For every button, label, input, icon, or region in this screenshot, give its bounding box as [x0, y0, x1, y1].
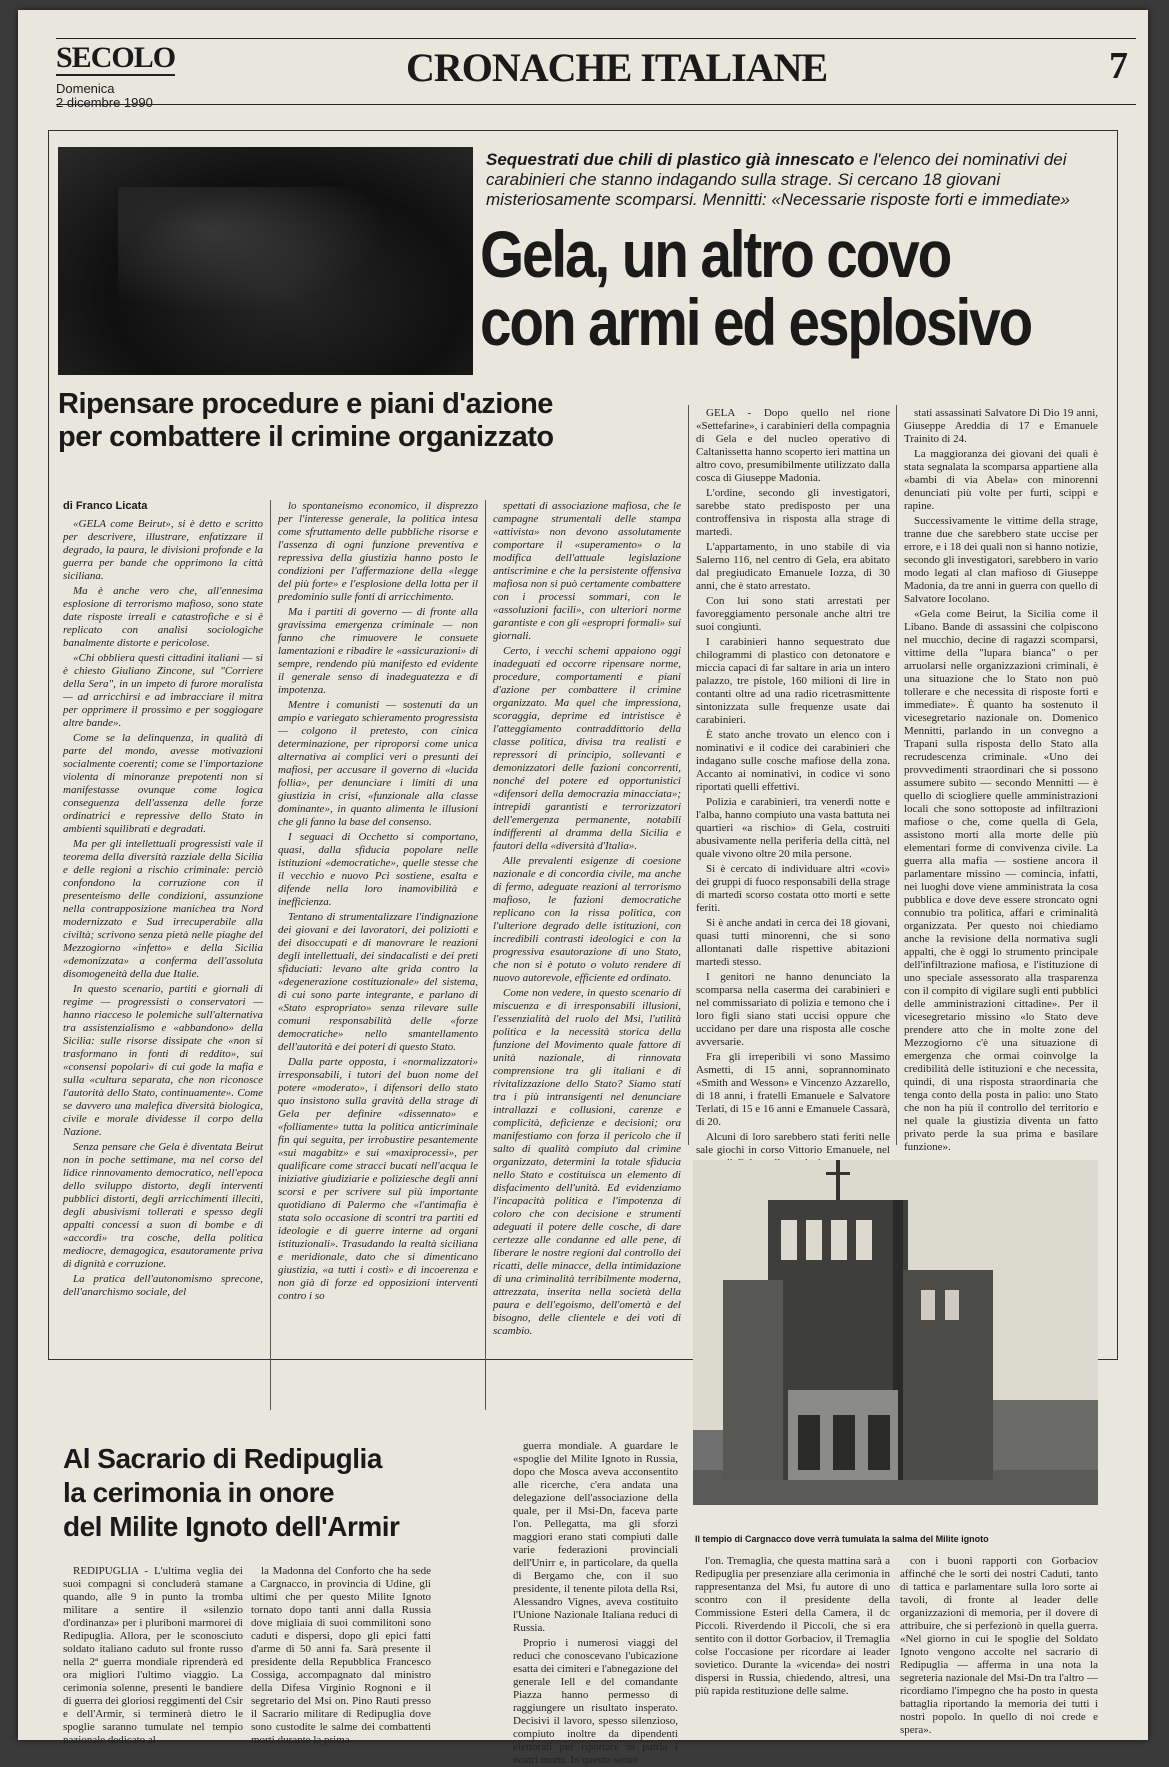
headline-line: del Milite Ignoto dell'Armir: [63, 1511, 400, 1542]
issue-day: 2 dicembre 1990: [56, 95, 153, 110]
lead-photo: [58, 147, 473, 375]
editorial-column-3: [493, 500, 681, 1410]
paragraph: Ma i partiti di governo — di fronte alla gravissima emergenza criminale — non fanno che rimuovere le consuete lamentazioni e ribadire le «assicurazioni» di sempre, rendendo più manifesto ed evidente il generale senso di inadeguatezza e di impotenza.: [278, 606, 478, 696]
masthead-rule: [56, 38, 1136, 39]
paragraph: Proprio i numerosi viaggi del reduci che conoscevano l'ubicazione esatta dei cimiteri e l'abnegazione del generale Iell e del comandante Piazza hanno permesso di raggiungere un risultato insperato. Decisivi il lavoro, spesso silenzioso, compiuto inoltre da dipendenti elettorali per riportare in patria i nostri morti. In questo senso: [513, 1637, 678, 1766]
paragraph: Successivamente le vittime della strage, tranne due che sarebbero state uccise per errore, e i 18 dei quali non si hanno notizie, secondo gli investigatori, sarebbero in vario modo legati al clan mafioso di Giuseppe Madonia, da tre anni in guerra con quello di Salvatore Iocolano.: [904, 515, 1098, 605]
column-rule: [896, 405, 897, 1145]
masthead: [56, 30, 1136, 118]
newspaper-page: [18, 10, 1148, 1766]
second-column-3: [695, 1555, 890, 1730]
issue-weekday: Domenica: [56, 81, 115, 96]
photo-highlight: [118, 187, 418, 327]
paragraph: l'on. Tremaglia, che questa mattina sarà a Redipuglia per presenziare alla cerimonia in rappresentanza del Msi, fu autore di uno scontro con il presidente della Commissione Esteri della Camera, il dc Piccoli. Riverdendo il Piccoli, che si era sentito con il dottor Gorbaciov, il Tremaglia colse l'occasione per ricordare ai leader sovietico. Durante la «vicenda» dei nostri dispersi in Russia, chiedendo, altresì, una più rapida restituzione delle salme.: [695, 1555, 890, 1697]
paragraph: guerra mondiale. A guardare le «spoglie del Milite Ignoto in Russia, dopo che Mosca aveva acconsentito alle ricerche, c'era andata una delegazione dell'associazione della quale, per il Msi-Dn, faceva parte l'on. Pellegatta, ma gli sforzi maggiori erano stati compiuti dalle varie federazioni provinciali dell'Unirr e, in particolare, da quella di Bergamo che, con il suo presidente, il tenente pilota della Rsi, Alessandro Vignes, aveva costituito l'Unione Nazionale Italiana reduci di Russia.: [513, 1440, 678, 1634]
paragraph: la Madonna del Conforto che ha sede a Cargnacco, in provincia di Udine, gli ultimi che per questo Milite Ignoto tornato dopo tanti anni dalla Russia dove migliaia di suoi commilitoni sono caduti e dispersi, dopo gli epici fatti d'arme di 50 anni fa. Sarà presente il presidente della Repubblica Francesco Cossiga, accompagnato dal ministro della Difesa Virginio Rognoni e il segretario del Msi on. Pino Rauti presso il Sacrario militare di Redipuglia dove sono custodite le salme dei combattenti morti durante la prima: [251, 1565, 431, 1746]
headline-line: la cerimonia in onore: [63, 1477, 335, 1508]
paragraph: stati assassinati Salvatore Di Dio 19 anni, Giuseppe Areddia di 17 e Emanuele Trainito di 24.: [904, 407, 1098, 445]
church-illustration: [693, 1160, 1098, 1505]
paragraph: spettati di associazione mafiosa, che le campagne strumentali delle stampa «attivista» non devono assolutamente comportare il «superamento» o la modifica dell'attuale legislazione antiscrimine e che la persistente offensiva mafiosa non si può certamente combattere con i processi sommari, con le «assoluzioni facili», con ulteriori norme garantiste e con gli «espropri formali» sui giornali.: [493, 500, 681, 642]
lead-column-2: [904, 407, 1098, 1153]
paragraph: Senza pensare che Gela è diventata Beirut non in poche settimane, ma nel corso del lidice rinnovamento democratico, nell'epoca dello sviluppo distorto, degli interventi pubblici distorti, degli arricchimenti illeciti, degli abusivismi tollerati e spesso degli appalti concessi a suon di bombe e di «accordi» tra cosche, della politica mediocre, demagogica, esautoramente priva di dignità e corruzione.: [63, 1141, 263, 1270]
editorial-column-2: [278, 500, 478, 1410]
byline: di Franco Licata: [63, 500, 148, 512]
column-rule: [688, 405, 689, 1145]
paragraph: con i buoni rapporti con Gorbaciov affinché che le sorti dei nostri Caduti, tanto di tattica e parlamentare sulla loro sorte ai tavoli, di fronte al leader delle organizzazioni di memoria, per il dovere di attribuire, che si perfezionò in quella guerra. «Nel giorno in cui le spoglie del Soldato Ignoto vengono accolte nel sacrario di Redipuglia — afferma in una nota la segreteria nazionale del Msi-Dn tra l'altro — ricordiamo l'impegno che ha posto in questa battaglia riportando la memoria dei tutti i nostri popolo. In quello di noi crede e spera».: [900, 1555, 1098, 1736]
headline-line: per combattere il crimine organizzato: [58, 421, 554, 453]
page-number: 7: [1109, 45, 1128, 87]
section-title: CRONACHE ITALIANE: [406, 45, 828, 90]
church-photo: [693, 1160, 1098, 1505]
paragraph: Come non vedere, in questo scenario di miscuenza e di irresponsabili illusioni, l'essenzialità del ruolo del Msi, l'utilità politica e la necessità storica della funzione del Movimento quale fattore di unità nazionale, di rinnovata comprensione tra gli italiani e di rivitalizzazione dello Stato? Siamo stati tra i più intransigenti nel denunciare intrallazzi e collusioni, carenze e complicità, deficienze e decisioni; ora manifestiamo con forza il pericolo che il salto di qualità compiuto dal crimine organizzato, determini la totale sfiducia nello Stato e costituisca un elemento di disfacimento dell'unità. Ed evidenziamo l'incapacità politica e l'impotenza di coloro che con decisione e strumenti adeguati il potere delle cosche, di dare certezze alle condanne ed alle pene, di liberare le nostre regioni dal controllo dei ricatti, delle minacce, della intimidazione di una criminalità terribilmente moderna, attrezzata, inserita nella società della paura e dell'egoismo, dell'omertà e del bisogno, delle clientele e dei voti di scambio.: [493, 987, 681, 1337]
paragraph: La maggioranza dei giovani dei quali è stata segnalata la scomparsa appartiene alla «bambi di via Abela» con minorenni denunciati più volte per furti, scippi e rapine.: [904, 448, 1098, 512]
newspaper-logo: SECOLO: [56, 41, 176, 74]
kicker-text: e l'elenco dei nominativi dei carabinieri che stanno indagando sulla strage. Si cercano 18 giovani misteriosamente scomparsi. Mennitti: «Necessarie risposte forti e immediate»: [486, 150, 1070, 209]
paragraph: Alcuni di loro sarebbero stati feriti nelle sale giochi in corso Vittorio Emanuele, nel: [696, 1131, 890, 1156]
paragraph: L'ordine, secondo gli investigatori, sarebbe stato predisposto per una controffensiva in risposta alla strage di martedì.: [696, 487, 890, 538]
paragraph: Si è cercato di individuare altri «covi» dei gruppi di fuoco responsabili della strage di martedì scorso costata otto morti e sette feriti.: [696, 863, 890, 914]
paragraph: Tentano di strumentalizzare l'indignazione dei giovani e dei lavoratori, dei poliziotti e dei disoccupati e di manovrare le reazioni degli intellettuali, dei sindacalisti e dei preti sfiduciati: levano alte grida contro la «degenerazione costituzionale» del sistema, di cui sono parte integrante, e parlano di «Stato espropriato» senza rilevare sulle comuni responsabilità delle «forze democratiche» nello smantellamento dell'autorità e dei poteri di questo Stato.: [278, 911, 478, 1053]
issue-date: [56, 82, 153, 110]
lead-column-1: [696, 407, 890, 1156]
photo-caption: Il tempio di Cargnacco dove verrà tumulata la salma del Milite ignoto: [695, 1534, 989, 1544]
second-column-1: [63, 1565, 243, 1746]
paragraph: «GELA come Beirut», si è detto e scritto per descrivere, illustrare, enfatizzare il degrado, la paura, le divisioni profonde e la guerra per bande che opprimono la città siciliana.: [63, 518, 263, 582]
second-column-2: [251, 1565, 431, 1746]
paragraph: «Chi obbliera questi cittadini italiani — si è chiesto Giuliano Zincone, sul "Corriere della Sera", in un impeto di furore moralista — ad arricchirsi e ad imbracciare il mitra per opprimere il prossimo e per soggiogare altre bande».: [63, 652, 263, 729]
paragraph: Come se la delinquenza, in qualità di parte del mondo, avesse motivazioni socialmente coerenti; come se l'importazione violenta di minoranze prepotenti non si manifestasse ovunque come logica conseguenza dell'assenza delle forze ordinatrici e repressive dello Stato in ambienti squilibrati e degradati.: [63, 732, 263, 835]
second-column-top: [513, 1440, 678, 1766]
paragraph: Ma è anche vero che, all'ennesima esplosione di terrorismo mafioso, sono state date risposte irreali e catastrofiche e si è replicato con analisi sociologiche banalmente distorte e pericolose.: [63, 585, 263, 649]
headline-line: Gela, un altro covo: [480, 217, 951, 291]
paragraph: In questo scenario, partiti e giornali di regime — progressisti o conservatori — hanno riacceso le polemiche sull'alternativa tra assistenzialismo e «abbandono» della Sicilia: sulle risorse dissipate che «non si trasformano in fonti di reddito», sui «consensi popolari» di cui gode la mafia e sulla «cultura separata, che non riconosce l'autorità dello Stato, continuamente». Come se davvero una malefica diversità biologica, civile e morale dividesse il corpo della Nazione.: [63, 983, 263, 1138]
paragraph: I genitori ne hanno denunciato la scomparsa nella caserma dei carabinieri e nel commissariato di polizia e temono che i loro figli siano stati uccisi oppure che uccidano per dare una risposta alle cosche avversarie.: [696, 971, 890, 1048]
paragraph: I seguaci di Occhetto si comportano, quasi, dalla sfiducia popolare nelle istituzioni «democratiche», quelle stesse che il vecchio e nuovo Pci sostiene, esalta e difende nella loro inamovibilità e inefficienza.: [278, 831, 478, 908]
second-headline: [63, 1442, 513, 1544]
kicker-bold: Sequestrati due chili di plastico già innescato: [486, 150, 855, 169]
paragraph: L'appartamento, in uno stabile di via Salerno 116, nel centro di Gela, era abitato dal pregiudicato Emanuele Iozza, di 30 anni, che è stato arrestato.: [696, 541, 890, 592]
headline-line: Al Sacrario di Redipuglia: [63, 1443, 382, 1474]
paragraph: Fra gli irreperibili vi sono Massimo Asmetti, di 15 anni, soprannominato «Smith and Wesson» e Vincenzo Azzarello, di 18 anni, i fratelli Emanuele e Salvatore Terlati, di 15 e 16 anni e Emanuele Cassarà, di 20.: [696, 1051, 890, 1128]
paragraph: Mentre i comunisti — sostenuti da un ampio e variegato schieramento progressista — colgono il pretesto, con cinica determinazione, per riproporsi come unica alternativa ai complici veri o presunti dei mafiosi, per accusare il governo di «lucida follia», per denunciare i limiti di una giustizia in crisi, «funzionale alla classe dominante», in quanto alimenta le illusioni che gli fanno la base del consenso.: [278, 699, 478, 828]
paragraph: Polizia e carabinieri, tra venerdì notte e l'alba, hanno compiuto una vasta battuta nei quartieri «a rischio» di Gela, costruiti abusivamente nella periferia della città, nel quale vivono oltre 20 mila persone.: [696, 796, 890, 860]
lead-kicker: [486, 150, 1096, 210]
paragraph: È stato anche trovato un elenco con i nominativi e il codice dei carabinieri che indagano sulle cosche mafiose della zona. Accanto ai nominativi, in codice vi sono riportati quelli effettivi.: [696, 729, 890, 793]
paragraph: Certo, i vecchi schemi appaiono oggi inadeguati ed occorre ripensare norme, procedure, comportamenti e piani d'azione per combattere il crimine organizzato. Ma quel che impressiona, scoraggia, deprime ed intristisce è l'atteggiamento contraddittorio della classe politica, divisa tra realisti e repressori di principio, sollevanti e demonizzatori delle fazioni concorrenti, nonché del potere ed opportunistici «difensori della democrazia minacciata»; intrepidi garantisti e terrorizzatori dell'emergenza permanente, notabili indifferenti al dramma della Sicilia e fautori della «diversità d'Italia».: [493, 645, 681, 852]
headline-line: Ripensare procedure e piani d'azione: [58, 388, 553, 420]
paragraph: Alle prevalenti esigenze di coesione nazionale e di concordia civile, ma anche di fermo, adeguate reazioni al terrorismo mafioso, le fazioni democratiche replicano con la rissa politica, con l'ulteriore degrado delle istituzioni, con incredibili contrasti ideologici e con la progressiva esautorazione di uno Stato, che non si è potuto o voluto rendere di nuovo autorevole, efficiente ed ordinato.: [493, 855, 681, 984]
paragraph: Con lui sono stati arrestati per favoreggiamento personale anche altri tre suoi congiunti.: [696, 595, 890, 633]
paragraph: Dalla parte opposta, i «normalizzatori» irresponsabili, i tutori del buon nome del potere «moderato», i difensori dello stato quo insistono sulla gravità della strage di Gela per definire «dissennato» e «folliamente» tutta la politica anticriminale fin qui seguita, per irrobustire pesantemente «sui magabitz» e sui «maxiprocessi», per qualificare come stracci bucati nell'acqua le iniziative giudiziarie e poliziesche degli anni scorsi e per scrivere sul più importante quotidiano di Palermo che «l'antimafia è stata solo occasione di scontri tra partiti ed ideologie e di guerre interne ad organi istituzionali». Trasudando la realtà siciliana e meridionale, dato che si dimenticano giustizia, «a tutti i costi» e di incoerenza e non già di forze ed opposizioni interventi contro i so: [278, 1056, 478, 1302]
headline-line: con armi ed esplosivo: [480, 285, 1032, 359]
paragraph: Ma per gli intellettuali progressisti vale il teorema della diversità razziale della Sicilia e delle regioni a rischio criminale: perciò confondono la corruzione con il presenteismo delle condizioni, assunzione nella contrapposizione manichea tra Nord modernizzato e Sud irrecuperabile alla civiltà; scrivono senza pietà nelle piaghe del Mezzogiorno «infetto» e della Sicilia «demonizzata» a conferma dell'assoluta disomogeneità della due Italie.: [63, 838, 263, 980]
column-rule: [485, 500, 486, 1410]
column-rule: [270, 500, 271, 1410]
editorial-column-1: [63, 518, 263, 1410]
paragraph: lo spontaneismo economico, il disprezzo per l'interesse generale, la politica intesa come sfruttamento delle pubbliche risorse e l'assenza di ogni funzione preventiva e repressiva della giustizia hanno posto le condizioni per l'affermazione della «legge del più forte» e l'esplosione della lotta per il predominio sulle fonti di arricchimento.: [278, 500, 478, 603]
paragraph: I carabinieri hanno sequestrato due chilogrammi di plastico con detonatore e miccia capaci di far saltare in aria un intero palazzo, tre pistole, 160 milioni di lire in contanti oltre ad una radio ricetrasmittente sintonizzata sulle frequenze usate dai carabinieri.: [696, 636, 890, 726]
paragraph: GELA - Dopo quello nel rione «Settefarine», i carabinieri della compagnia di Gela e del nucleo operativo di Caltanissetta hanno scoperto ieri mattina un altro covo, presumibilmente utilizzato dalla cosca di Giuseppe Madonia.: [696, 407, 890, 484]
masthead-rule: [56, 104, 1136, 105]
second-column-4: [900, 1555, 1098, 1736]
editorial-headline: [58, 388, 658, 454]
paragraph: Si è anche andati in cerca dei 18 giovani, quasi tutti minorenni, che si sono allontanati dalle rispettive abitazioni martedì stesso.: [696, 917, 890, 968]
lead-headline: [480, 217, 1032, 359]
paragraph: REDIPUGLIA - L'ultima veglia dei suoi compagni si concluderà stamane quando, alle 9 in punto la tromba militare a sentire il «silenzio d'ordinanza» per i pluriboni marmorei di Redipuglia. Allora, per le sconosciuto soldato italiano caduto sul fronte russo nella 2ª guerra mondiale riprenderà ed ora migliori l'ultimo viaggio. La cerimonia solenne, presenti le bandiere di guerra dei gloriosi reggimenti del Csir e dell'Armir, si terminerà dietro le spoglie saranno tumulate nel tempio nazionale dedicato al-: [63, 1565, 243, 1746]
paragraph: «Gela come Beirut, la Sicilia come il Libano. Bande di assassini che colpiscono nel mucchio, decine di ragazzi scomparsi, vittime della "lupara bianca" o per arruolarsi nelle organizzazioni criminali, è una situazione che lo Stato non può tollerare e che necessita di risposte forti e immediate». È quanto ha sostenuto il vicesegretario nazionale on. Domenico Mennitti, parlando in un convegno a Trapani sulla risposta dello Stato alla recrudescenza criminale. «Uno dei provvedimenti straordinari che si possono assumere subito — secondo Mennitti — è quello di sciogliere quelle amministrazioni locali che sono sottoposte ad infiltrazioni mafiose o che, come quella di Gela, assistono morti alla morte delle più elementari forme di convivenza civile. La guerra alla mafia — sostiene ancora il parlamentare missino — comincia, infatti, nei luoghi dove viene amministrata la cosa pubblica e dove deve essere stroncato ogni connubio tra politica, affari e criminalità organizzata. Per questo noi chiediamo anche la revisione della normativa sugli appalti, che è oggi lo strumento principale dell'infiltrazione mafiosa, e l'istituzione di uno speciale assessorato alla trasparenza con il compito di vigilare sugli enti pubblici delle amministrazioni cittadine». Per il vicesegretario missino «lo Stato deve prendere atto che in molte zone del Mezzogiorno c'è una situazione di emergenza che ormai coinvolge la credibilità delle istituzioni e che necessita, quindi, di una risposta straordinaria che tenga conto della posta in palio: uno Stato che non ha più il controllo del territorio e nel quale la giustizia diventa un fatto privato perde la sua prima e basilare funzione».: [904, 608, 1098, 1153]
paragraph: La pratica dell'autonomismo sprecone, dell'anarchismo sociale, del: [63, 1273, 263, 1298]
